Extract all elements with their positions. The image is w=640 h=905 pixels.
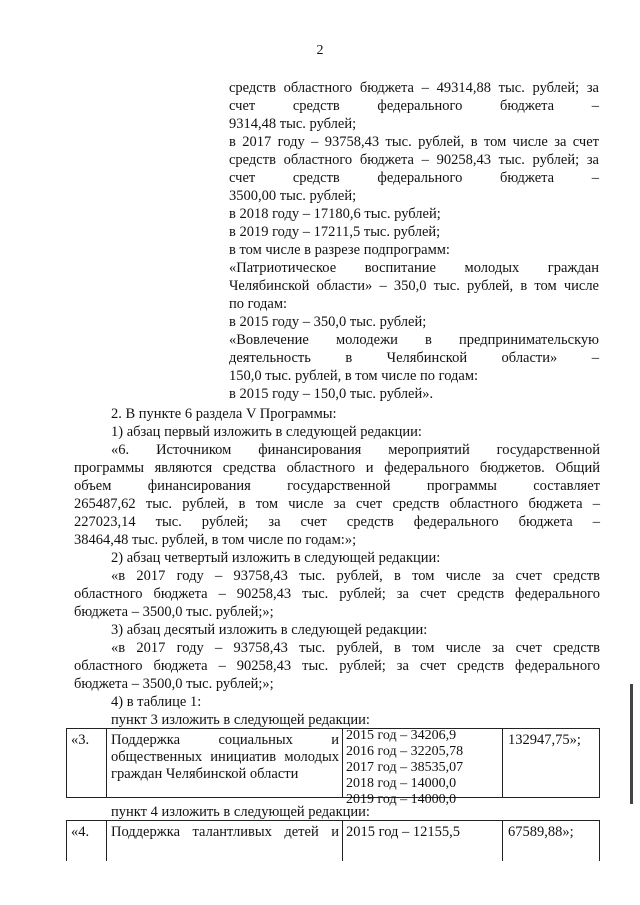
body-line: пункт 4 изложить в следующей редакции: <box>111 804 370 820</box>
body-line: областного бюджета – 90258,43 тыс. рублей; за счет средств федерального <box>74 658 600 674</box>
year-line: 2017 год – 38535,07 <box>346 760 464 775</box>
program-table-item-3 <box>66 728 600 807</box>
table-cell-name: Поддержка талантливых детей и <box>111 824 339 840</box>
scan-edge-mark <box>630 684 633 804</box>
column-line: 9314,48 тыс. рублей; <box>229 116 357 132</box>
name-line: Поддержка социальных и <box>111 732 339 748</box>
year-line: 2018 год – 14000,0 <box>346 776 457 791</box>
body-line: 265487,62 тыс. рублей, в том числе за счет средств областного бюджета – <box>74 496 600 512</box>
table-cell-name <box>111 732 339 783</box>
column-line: счет средств федерального бюджета – <box>229 98 599 114</box>
year-line: 2015 год – 34206,9 <box>346 728 457 743</box>
table-cell-total: 67589,88»; <box>508 824 574 840</box>
body-line: областного бюджета – 90258,43 тыс. рублей; за счет средств федерального <box>74 586 600 602</box>
column-line: Челябинской области» – 350,0 тыс. рублей, в том числе <box>229 278 599 294</box>
column-line: счет средств федерального бюджета – <box>229 170 599 186</box>
column-line: в 2017 году – 93758,43 тыс. рублей, в том числе за счет <box>229 134 599 150</box>
body-line: «6. Источником финансирования мероприятий государственной <box>111 442 600 458</box>
table-cell-number: «4. <box>71 824 90 840</box>
body-line: бюджета – 3500,0 тыс. рублей;»; <box>74 676 274 692</box>
body-line: программы являются средства областного и федерального бюджетов. Общий <box>74 460 600 476</box>
table-cell-number: «3. <box>71 732 90 748</box>
column-line: «Патриотическое воспитание молодых граждан <box>229 260 599 276</box>
body-line: «в 2017 году – 93758,43 тыс. рублей, в том числе за счет средств <box>111 640 600 656</box>
column-line: деятельность в Челябинской области» – <box>229 350 599 366</box>
table-cell-total: 132947,75»; <box>508 732 581 748</box>
column-line: 150,0 тыс. рублей, в том числе по годам: <box>229 368 479 384</box>
column-line: в 2019 году – 17211,5 тыс. рублей; <box>229 224 441 240</box>
column-line: средств областного бюджета – 90258,43 тыс. рублей; за <box>229 152 599 168</box>
name-line: граждан Челябинской области <box>111 766 299 782</box>
column-line: «Вовлечение молодежи в предпринимательскую <box>229 332 599 348</box>
body-line: 4) в таблице 1: <box>111 694 202 710</box>
body-line: 38464,48 тыс. рублей, в том числе по годам:»; <box>74 532 357 548</box>
body-line: 2) абзац четвертый изложить в следующей редакции: <box>111 550 441 566</box>
body-line: 1) абзац первый изложить в следующей редакции: <box>111 424 422 440</box>
table-cell-year: 2015 год – 12155,5 <box>346 824 461 840</box>
column-line: в 2015 году – 150,0 тыс. рублей». <box>229 386 434 402</box>
body-line: 3) абзац десятый изложить в следующей редакции: <box>111 622 428 638</box>
column-line: в том числе в разрезе подпрограмм: <box>229 242 450 258</box>
page-number: 2 <box>316 43 324 58</box>
column-line: средств областного бюджета – 49314,88 тыс. рублей; за <box>229 80 599 96</box>
program-table-item-4 <box>66 820 600 861</box>
name-line: общественных инициатив молодых <box>111 749 339 765</box>
body-line: пункт 3 изложить в следующей редакции: <box>111 712 370 728</box>
table-cell-years <box>346 728 463 808</box>
body-line: бюджета – 3500,0 тыс. рублей;»; <box>74 604 274 620</box>
column-line: 3500,00 тыс. рублей; <box>229 188 357 204</box>
year-line: 2016 год – 32205,78 <box>346 744 464 759</box>
year-line: 2019 год – 14000,0 <box>346 792 457 807</box>
column-line: в 2018 году – 17180,6 тыс. рублей; <box>229 206 441 222</box>
column-line: по годам: <box>229 296 288 312</box>
body-line: 227023,14 тыс. рублей; за счет средств федерального бюджета – <box>74 514 600 530</box>
body-line: объем финансирования государственной программы составляет <box>74 478 600 494</box>
body-line: «в 2017 году – 93758,43 тыс. рублей, в том числе за счет средств <box>111 568 600 584</box>
column-line: в 2015 году – 350,0 тыс. рублей; <box>229 314 427 330</box>
body-line: 2. В пункте 6 раздела V Программы: <box>111 406 337 422</box>
